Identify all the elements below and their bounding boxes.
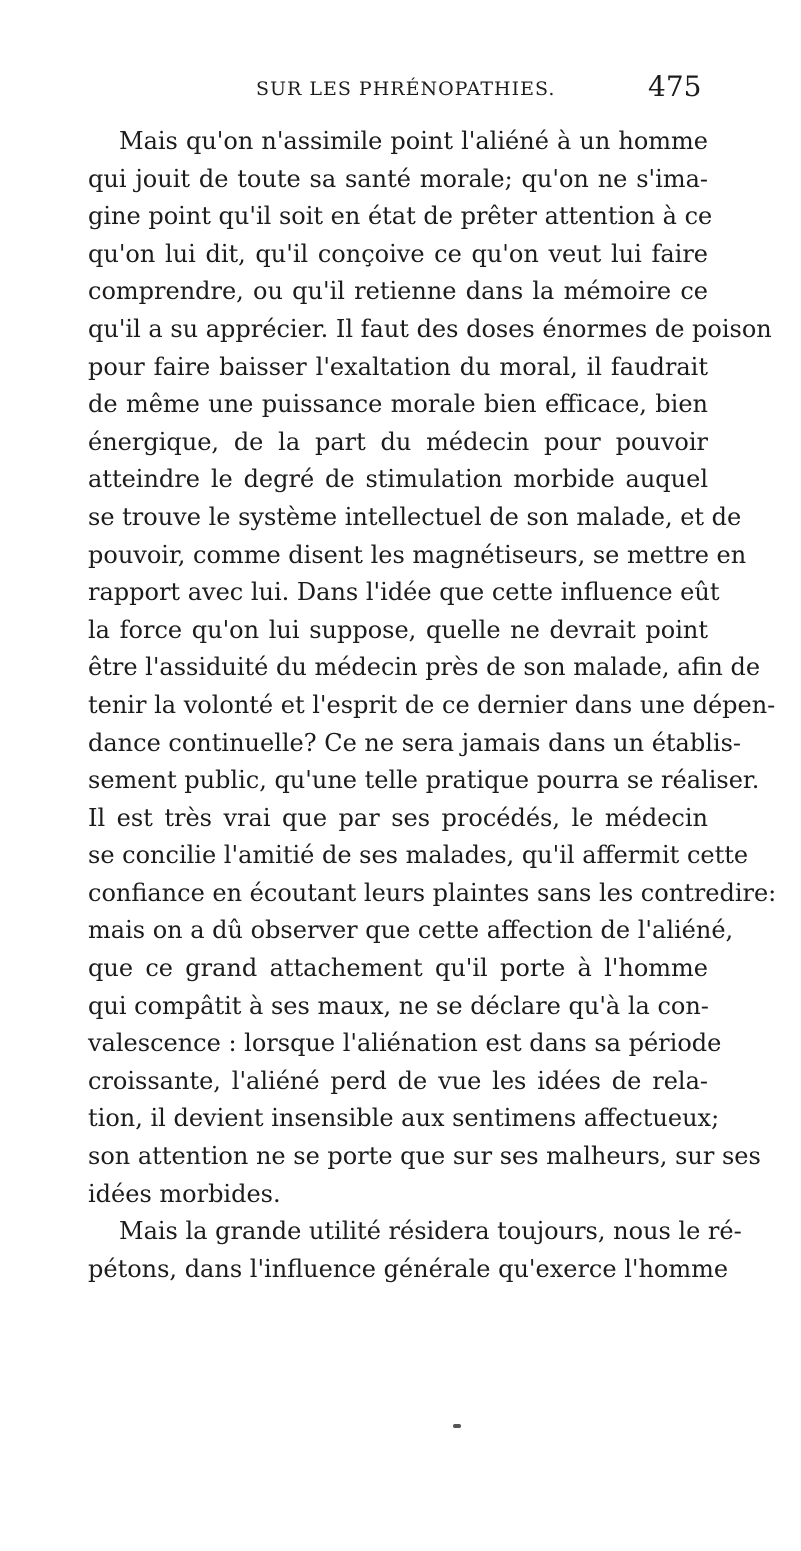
text-line: tion, il devient insensible aux sentimens affectueux;: [88, 1104, 720, 1133]
running-head: SUR LES PHRÉNOPATHIES.: [256, 78, 556, 100]
text-line: se trouve le système intellectuel de son malade, et de: [88, 502, 742, 531]
text-line: qu'on lui dit, qu'il conçoive ce qu'on veut lui faire: [88, 239, 708, 268]
body-text: [88, 123, 777, 1288]
text-line: de même une puissance morale bien efficace, bien: [88, 390, 708, 419]
text-line: comprendre, ou qu'il retienne dans la mémoire ce: [88, 277, 708, 306]
text-line: qu'il a su apprécier. Il faut des doses énormes de poison: [88, 314, 772, 343]
text-line: pouvoir, comme disent les magnétiseurs, se mettre en: [88, 540, 747, 569]
text-line: confiance en écoutant leurs plaintes sans les contredire:: [88, 878, 777, 907]
text-line: rapport avec lui. Dans l'idée que cette influence eût: [88, 578, 720, 607]
page-number: 475: [648, 70, 702, 103]
text-line: que ce grand attachement qu'il porte à l'homme: [88, 954, 708, 983]
text-line: la force qu'on lui suppose, quelle ne devrait point: [88, 615, 708, 644]
text-line: pour faire baisser l'exaltation du moral, il faudrait: [88, 352, 708, 381]
text-line: croissante, l'aliéné perd de vue les idées de rela-: [88, 1066, 708, 1095]
text-line: qui jouit de toute sa santé morale; qu'on ne s'ima-: [88, 164, 708, 193]
ink-speck: [453, 1424, 461, 1428]
text-line: gine point qu'il soit en état de prêter attention à ce: [88, 202, 713, 231]
text-line: idées morbides.: [88, 1179, 281, 1208]
text-line: mais on a dû observer que cette affection de l'aliéné,: [88, 916, 734, 945]
text-line: Mais qu'on n'assimile point l'aliéné à un homme: [119, 127, 708, 155]
text-line: qui compâtit à ses maux, ne se déclare qu'à la con-: [88, 991, 709, 1020]
text-line: son attention ne se porte que sur ses malheurs, sur ses: [88, 1142, 761, 1171]
text-line: Mais la grande utilité résidera toujours, nous le ré-: [119, 1217, 742, 1246]
text-line: dance continuelle? Ce ne sera jamais dans un établis-: [88, 728, 742, 757]
text-line: valescence : lorsque l'aliénation est dans sa période: [88, 1029, 722, 1058]
text-line: énergique, de la part du médecin pour pouvoir: [88, 427, 708, 456]
text-line: sement public, qu'une telle pratique pourra se réaliser.: [88, 766, 760, 795]
text-line: Il est très vrai que par ses procédés, le médecin: [88, 803, 708, 832]
text-line: pétons, dans l'influence générale qu'exerce l'homme: [88, 1254, 729, 1283]
text-line: se concilie l'amitié de ses malades, qu'il affermit cette: [88, 841, 749, 870]
text-line: être l'assiduité du médecin près de son malade, afin de: [88, 653, 761, 682]
text-line: tenir la volonté et l'esprit de ce dernier dans une dépen-: [88, 690, 776, 719]
text-line: atteindre le degré de stimulation morbide auquel: [88, 465, 708, 494]
